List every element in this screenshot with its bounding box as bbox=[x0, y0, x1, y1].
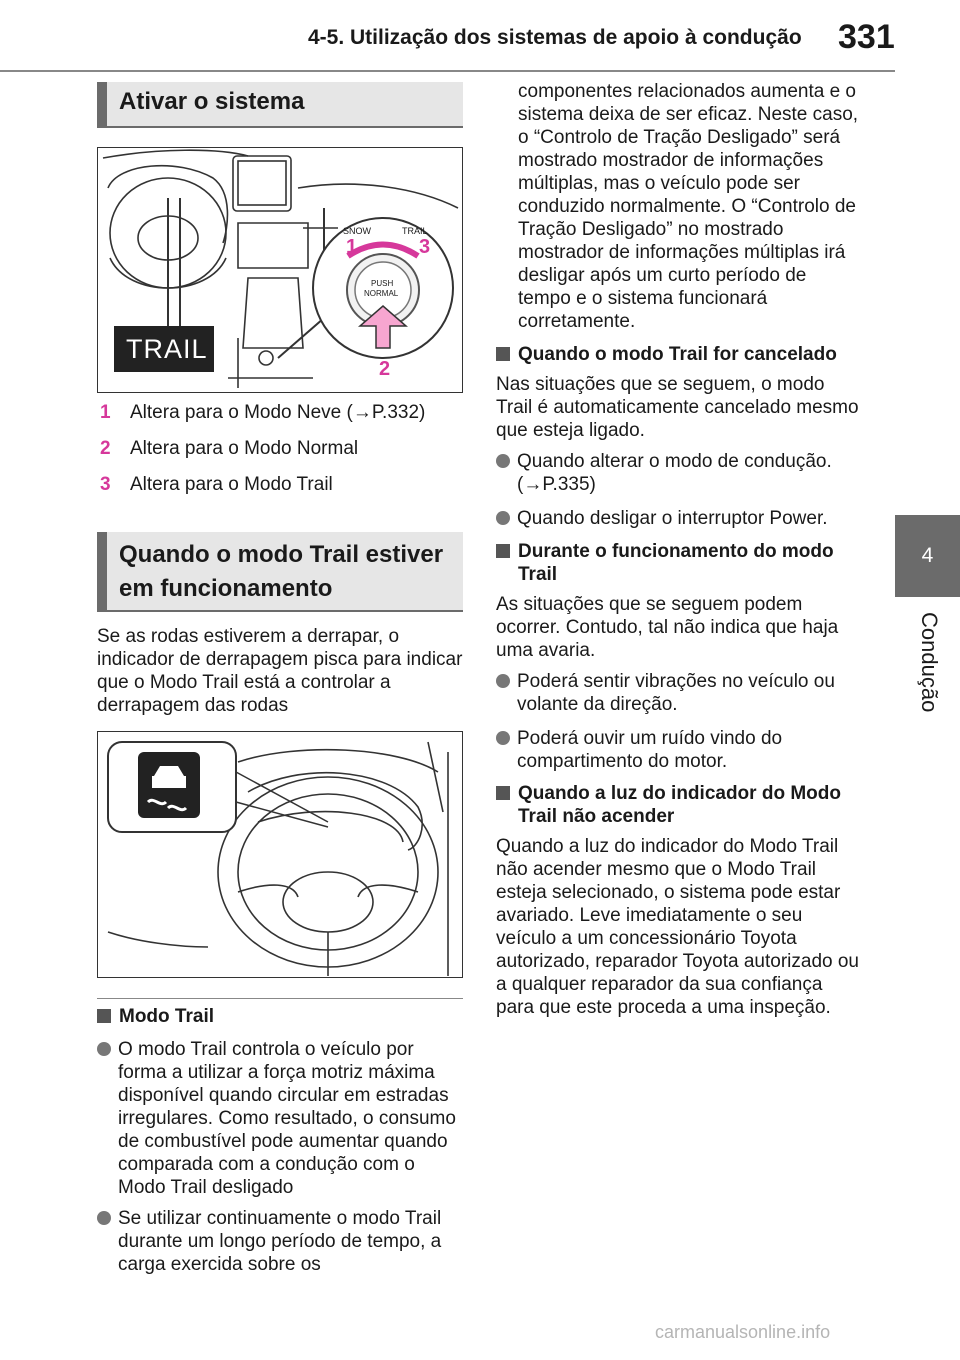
bullet-item: Quando desligar o interruptor Power. bbox=[496, 507, 861, 530]
section-heading-funcionamento: Quando o modo Trail estiver em funcionamento bbox=[97, 532, 463, 612]
section-title: 4-5. Utilização dos sistemas de apoio à condução bbox=[308, 26, 802, 49]
divider bbox=[97, 998, 463, 999]
subhead-cancelado: Quando o modo Trail for cancelado bbox=[496, 343, 861, 366]
figure-trail-switch bbox=[97, 147, 463, 393]
bullet-item: O modo Trail controla o veículo por forma a utilizar a força motriz máxima disponível quando circular em estradas irregulares. Como resultado, o consumo de combustível pode aumentar quando comparada com a condução com o Modo Trail desligado bbox=[97, 1038, 467, 1199]
figure-slip-indicator bbox=[97, 731, 463, 978]
chapter-label: Condução bbox=[917, 612, 942, 713]
mode-item: 2 Altera para o Modo Normal bbox=[100, 438, 359, 459]
section2-paragraph: Se as rodas estiverem a derrapar, o indicador de derrapagem pisca para indicar que o Modo Trail está a controlar a derrapagem das rodas bbox=[97, 626, 463, 716]
mode-item: 3 Altera para o Modo Trail bbox=[100, 474, 333, 495]
bullet-item: Poderá ouvir um ruído vindo do compartimento do motor. bbox=[496, 727, 861, 773]
chapter-tab: 4 bbox=[895, 515, 960, 597]
subhead-luz-indicador: Quando a luz do indicador do Modo Trail não acender bbox=[496, 782, 861, 828]
subhead-funcionamento: Durante o funcionamento do modo Trail bbox=[496, 540, 861, 586]
label-push: PUSH bbox=[371, 279, 394, 288]
continuation-paragraph: componentes relacionados aumenta e o sistema deixa de ser eficaz. Neste caso, o “Controlo de Tração Desligado” será mostrado mostrador de informações múltiplas, mas o veículo pode ser conduzido normalmente. O “Controlo de Tração Desligado” no mostrado mostrador de informações múltiplas irá desligar após um curto período de tempo e o sistema funcionará corretamente. bbox=[518, 81, 859, 332]
bullet-item: Poderá sentir vibrações no veículo ou volante da direção. bbox=[496, 670, 861, 716]
callout-1: 1 bbox=[346, 236, 358, 258]
bullet-item: Quando alterar o modo de condução. (→P.335) bbox=[496, 450, 861, 496]
mode-item: 1 Altera para o Modo Neve (→P.332) bbox=[100, 402, 426, 423]
bullet-item: Se utilizar continuamente o modo Trail durante um longo período de tempo, a carga exercida sobre os bbox=[97, 1207, 467, 1276]
steering-illustration bbox=[98, 732, 461, 976]
label-trail-small: TRAIL bbox=[402, 226, 428, 236]
cancel-paragraph: Nas situações que se seguem, o modo Trail é automaticamente cancelado mesmo que esteja ligado. bbox=[496, 374, 859, 441]
callout-3: 3 bbox=[419, 236, 431, 258]
subhead-modo-trail: Modo Trail bbox=[97, 1005, 467, 1028]
header-rule bbox=[0, 70, 895, 72]
watermark: carmanualsonline.info bbox=[655, 1322, 831, 1342]
trail-badge-label: TRAIL bbox=[126, 334, 208, 364]
mode-list bbox=[100, 402, 470, 510]
label-snow: SNOW bbox=[343, 226, 371, 236]
label-normal: NORMAL bbox=[364, 289, 399, 298]
section-heading-ativar: Ativar o sistema bbox=[97, 82, 463, 128]
callout-2: 2 bbox=[379, 358, 391, 380]
operation-paragraph: As situações que se seguem podem ocorrer. Contudo, tal não indica que haja uma avaria. bbox=[496, 594, 839, 661]
page-number: 331 bbox=[838, 18, 895, 56]
light-paragraph: Quando a luz do indicador do Modo Trail não acender mesmo que o Modo Trail esteja selecionado, o sistema pode estar avariado. Leve imediatamente o seu veículo a um concessionário Toyota autorizado, reparador Toyota autorizado ou a qualquer reparador da sua confiança para que este proceda a uma inspeção. bbox=[496, 836, 860, 1018]
